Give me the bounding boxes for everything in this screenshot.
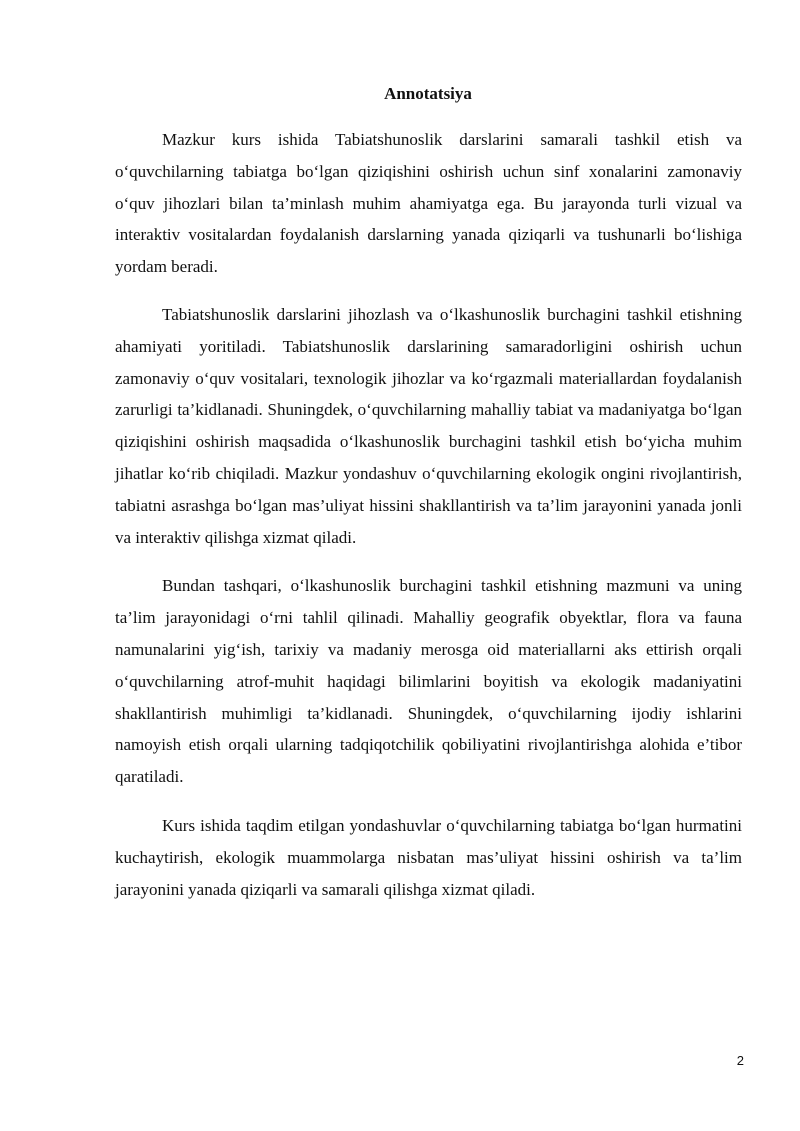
paragraph-4: Kurs ishida taqdim etilgan yondashuvlar o‘quvchilarning tabiatga bo‘lgan hurmatini kuchaytirish, ekologik muammolarga nisbatan mas’uliyat hissini oshirish va ta’lim jarayonini yanada qiziqarli va samarali qilishga xizmat qiladi. (115, 815, 742, 899)
paragraph-1: Mazkur kurs ishida Tabiatshunoslik darslarini samarali tashkil etish va o‘quvchilarning tabiatga bo‘lgan qiziqishini oshirish uchun sinf xonalarini zamonaviy o‘quv jihozlari bilan ta’minlash muhim ahamiyatga ega. Bu jarayonda turli vizual va interaktiv vositalardan foydalanish darslarning yanada qiziqarli va tushunarli bo‘lishiga yordam beradi. (115, 130, 742, 277)
paragraph-2: Tabiatshunoslik darslarini jihozlash va o‘lkashunoslik burchagini tashkil etishning ahamiyati yoritiladi. Tabiatshunoslik darslarining samaradorligini oshirish uchun zamonaviy o‘quv vositalari, texnologik jihozlar va ko‘rgazmali materiallardan foydalanish zarurligi ta’kidlanadi. Shuningdek, o‘quvchilarning mahalliy tabiat va madaniyatga bo‘lgan qiziqishini oshirish maqsadida o‘lkashunoslik burchagini tashkil etish bo‘yicha muhim jihatlar ko‘rib chiqiladi. Mazkur yondashuv o‘quvchilarning ekologik ongini rivojlantirish, tabiatni asrashga bo‘lgan mas’uliyat hissini shakllantirish va ta’lim jarayonini yanada jonli va interaktiv qilishga xizmat qiladi. (115, 304, 742, 547)
paragraph-3: Bundan tashqari, o‘lkashunoslik burchagini tashkil etishning mazmuni va uning ta’lim jarayonidagi o‘rni tahlil qilinadi. Mahalliy geografik obyektlar, flora va fauna namunalarini yig‘ish, tarixiy va madaniy merosga oid materiallarni aks ettirish orqali o‘quvchilarning atrof-muhit haqidagi bilimlarini boyitish va ekologik madaniyatini shakllantirish muhimligi ta’kidlanadi. Shuningdek, o‘quvchilarning ijodiy ishlarini namoyish etish orqali ularning tadqiqotchilik qobiliyatini rivojlantirishga alohida e’tibor qaratiladi. (115, 576, 742, 787)
annotation-body (115, 124, 742, 923)
page-number: 2 (736, 1053, 744, 1068)
page-title: Annotatsiya (384, 84, 472, 103)
